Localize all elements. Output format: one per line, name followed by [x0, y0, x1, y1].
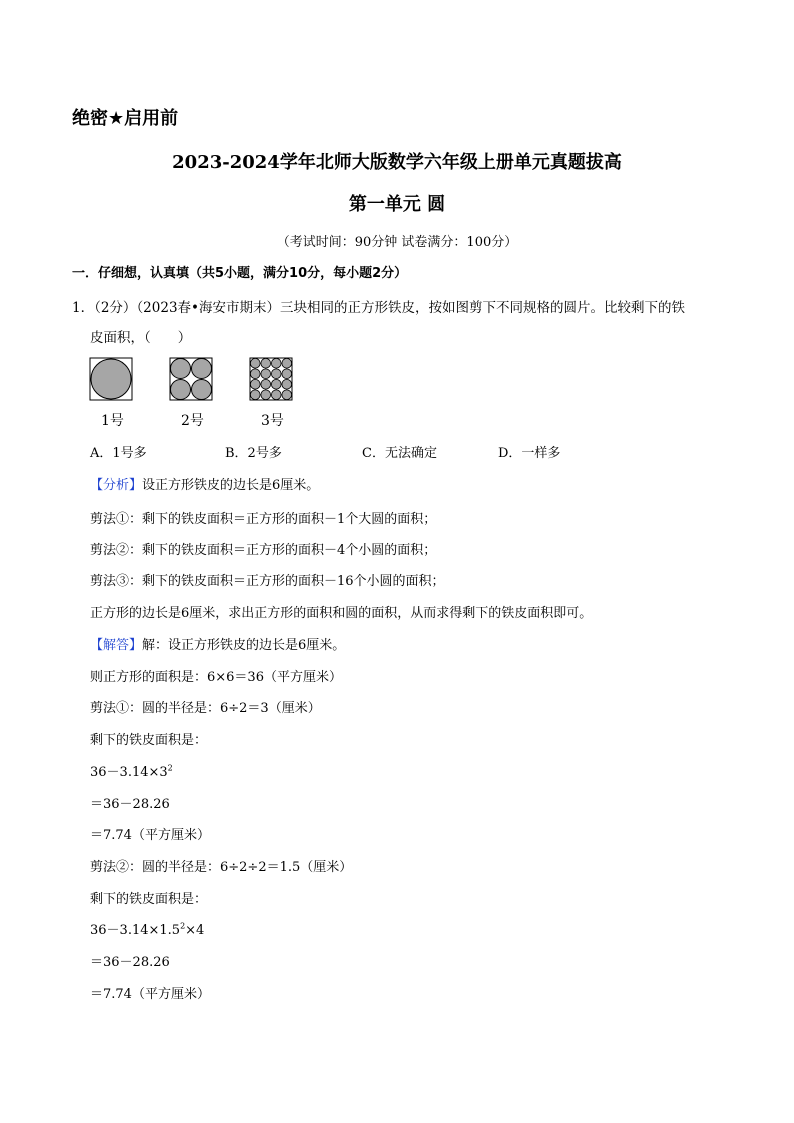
calc-line: ＝36－28.26: [90, 955, 170, 970]
page-title: 2023-2024学年北师大版数学六年级上册单元真题拔高: [172, 152, 622, 173]
question-number: 1．: [72, 300, 95, 316]
figure-3-circle: [282, 379, 292, 389]
exponent: 2: [167, 763, 173, 773]
figure-3-circle: [261, 369, 271, 379]
question-score: （2分）: [94, 300, 137, 316]
figure-3-circle: [271, 369, 281, 379]
analysis-text: 设正方形铁皮的边长是6厘米。: [142, 478, 320, 493]
analysis-tag: 【分析】: [90, 478, 143, 493]
figure-1-label: 1号: [101, 413, 124, 429]
solution-line: 剪法①：圆的半径是：6÷2＝3（厘米）: [90, 701, 321, 716]
question-text: 三块相同的正方形铁皮，按如图剪下不同规格的圆片。比较剩下的铁: [280, 300, 686, 316]
figure-3-circle: [250, 379, 260, 389]
figure-3-circle: [282, 390, 292, 400]
question-source: （2023春•海安市期末）: [136, 300, 281, 316]
answer-line: [90, 634, 345, 653]
figure-3-circle: [282, 369, 292, 379]
analysis-line: 剪法①：剩下的铁皮面积＝正方形的面积－1个大圆的面积；: [90, 512, 437, 527]
figure-2-circle: [192, 380, 212, 400]
exponent: 2: [180, 921, 186, 931]
figure-2-circle: [171, 359, 191, 379]
figure-3-circle: [250, 358, 260, 368]
solution-line: 剩下的铁皮面积是：: [90, 733, 208, 748]
figure-2-circle: [171, 380, 191, 400]
figure-2: [170, 358, 212, 400]
figure-2-circle: [192, 359, 212, 379]
square-figures: [88, 356, 308, 406]
calc-line: ＝36－28.26: [90, 797, 170, 812]
figure-3-circle: [271, 358, 281, 368]
figure-2-label: 2号: [181, 413, 204, 429]
figure-3-circle: [271, 390, 281, 400]
calc-line: [90, 919, 204, 938]
question-1-line1: [72, 296, 685, 316]
option-a: A．1号多: [90, 446, 147, 461]
analysis-line: 正方形的边长是6厘米，求出正方形的面积和圆的面积，从而求得剩下的铁皮面积即可。: [90, 606, 593, 621]
figure-1-circle: [91, 359, 131, 399]
solution-line: 剪法②：圆的半径是：6÷2÷2＝1.5（厘米）: [90, 860, 353, 875]
calc-line: [90, 761, 173, 780]
figure-3-circle: [261, 358, 271, 368]
solution-line: 剩下的铁皮面积是：: [90, 892, 208, 907]
figure-3-label: 3号: [261, 413, 284, 429]
secret-label: 绝密★启用前: [72, 108, 179, 129]
figure-1: [90, 358, 132, 400]
analysis-line: 剪法③：剩下的铁皮面积＝正方形的面积－16个小圆的面积；: [90, 574, 445, 589]
option-d: D．一样多: [498, 446, 561, 461]
calc-line: ＝7.74（平方厘米）: [90, 987, 210, 1002]
calc-expression: 36－3.14×1.5: [90, 923, 181, 938]
answer-text: 解：设正方形铁皮的边长是6厘米。: [142, 638, 346, 653]
figure-3-circle: [250, 369, 260, 379]
question-1-line2: 皮面积，（ ）: [90, 330, 192, 346]
calc-expression-tail: ×4: [185, 923, 205, 938]
calc-expression: 36－3.14×3: [90, 765, 168, 780]
option-c: C．无法确定: [362, 446, 437, 461]
figure-3-circle: [250, 390, 260, 400]
option-b: B．2号多: [225, 446, 282, 461]
answer-tag: 【解答】: [90, 638, 143, 653]
unit-title: 第一单元 圆: [348, 194, 446, 215]
calc-line: ＝7.74（平方厘米）: [90, 828, 210, 843]
solution-line: 则正方形的面积是：6×6＝36（平方厘米）: [90, 670, 342, 685]
figure-3-circle: [261, 390, 271, 400]
figure-3: [250, 358, 292, 400]
figure-3-circle: [282, 358, 292, 368]
exam-info: （考试时间：90分钟 试卷满分：100分）: [276, 235, 518, 250]
analysis-line: [90, 474, 319, 493]
section-heading: 一．仔细想，认真填（共5小题，满分10分，每小题2分）: [72, 266, 408, 281]
figure-3-circle: [271, 379, 281, 389]
analysis-line: 剪法②：剩下的铁皮面积＝正方形的面积－4个小圆的面积；: [90, 543, 437, 558]
figure-3-circle: [261, 379, 271, 389]
